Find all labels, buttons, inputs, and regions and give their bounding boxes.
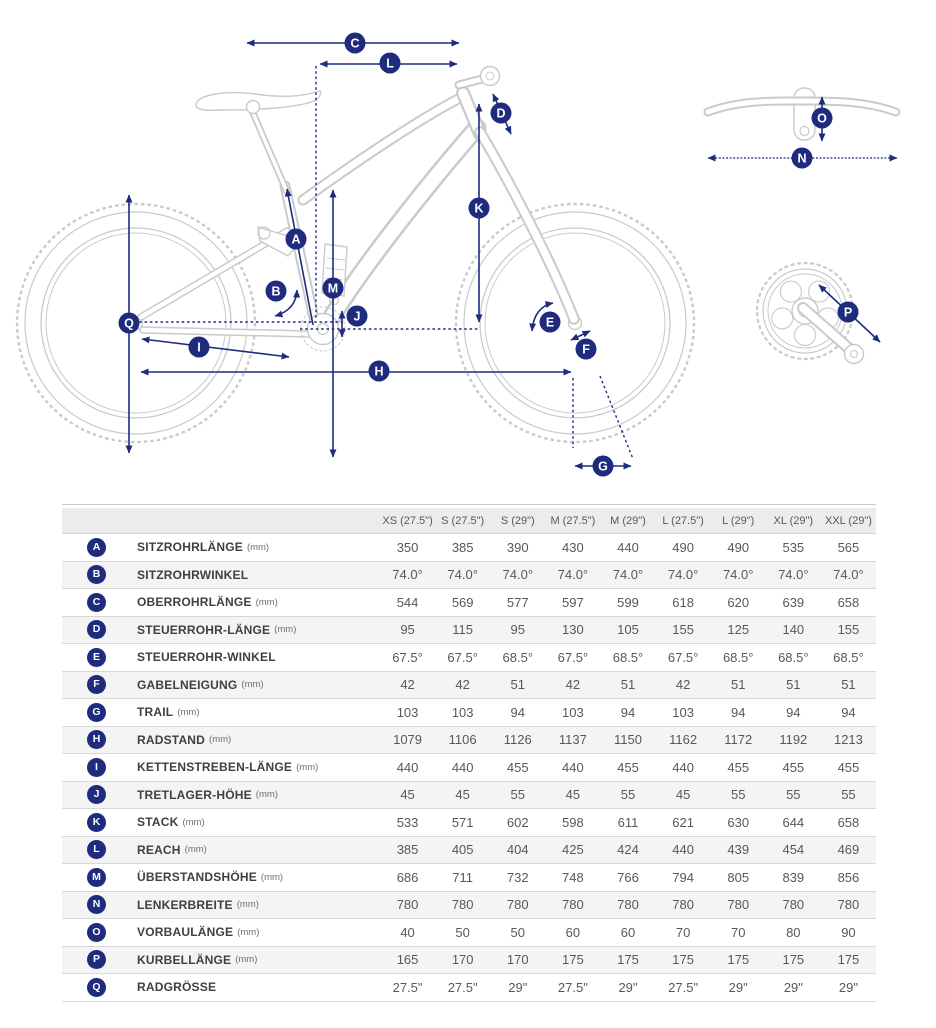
row-badge-F: F xyxy=(87,675,106,694)
cell-value: 565 xyxy=(821,534,876,562)
row-badge-Q: Q xyxy=(87,978,106,997)
cell-value: 839 xyxy=(766,864,821,892)
cell-value: 1162 xyxy=(656,726,711,754)
cell-value: 55 xyxy=(766,781,821,809)
table-header xyxy=(62,508,876,534)
row-label: STEUERROHR-LÄNGE xyxy=(137,622,271,637)
table-row-L xyxy=(62,836,876,864)
cell-value: 51 xyxy=(490,671,545,699)
row-badge-I: I xyxy=(87,758,106,777)
cell-value: 42 xyxy=(545,671,600,699)
row-label-cell xyxy=(62,754,380,782)
cell-value: 50 xyxy=(435,919,490,947)
cell-value: 94 xyxy=(490,699,545,727)
row-label: STACK xyxy=(137,815,179,830)
column-header: S (29") xyxy=(490,508,545,534)
cell-value: 67.5° xyxy=(435,644,490,672)
cell-value: 430 xyxy=(545,534,600,562)
svg-text:C: C xyxy=(350,36,360,51)
svg-text:I: I xyxy=(197,340,201,355)
dim-badge-C xyxy=(345,33,366,54)
row-unit: (mm) xyxy=(255,789,278,801)
cell-value: 597 xyxy=(545,589,600,617)
cell-value: 74.0° xyxy=(600,561,655,589)
cell-value: 170 xyxy=(435,946,490,974)
row-label-cell xyxy=(62,946,380,974)
cell-value: 175 xyxy=(821,946,876,974)
svg-text:Q: Q xyxy=(124,316,134,331)
row-label: ÜBERSTANDSHÖHE xyxy=(137,870,257,885)
cell-value: 55 xyxy=(711,781,766,809)
row-unit: (mm) xyxy=(184,844,207,856)
table-row-I xyxy=(62,754,876,782)
row-label-cell xyxy=(62,534,380,562)
cell-value: 440 xyxy=(600,534,655,562)
cell-value: 51 xyxy=(600,671,655,699)
row-badge-L: L xyxy=(87,840,106,859)
dim-badge-J xyxy=(347,306,368,327)
row-unit: (mm) xyxy=(236,899,259,911)
row-label-cell xyxy=(62,726,380,754)
cell-value: 29" xyxy=(600,974,655,1002)
row-label: KURBELLÄNGE xyxy=(137,952,232,967)
cell-value: 103 xyxy=(380,699,435,727)
cell-value: 602 xyxy=(490,809,545,837)
cell-value: 766 xyxy=(600,864,655,892)
cell-value: 598 xyxy=(545,809,600,837)
cell-value: 50 xyxy=(490,919,545,947)
dim-badge-M xyxy=(323,278,344,299)
cell-value: 45 xyxy=(435,781,490,809)
cell-value: 155 xyxy=(821,616,876,644)
cell-value: 440 xyxy=(380,754,435,782)
cell-value: 439 xyxy=(711,836,766,864)
row-label: GABELNEIGUNG xyxy=(137,677,238,692)
row-label-cell xyxy=(62,836,380,864)
row-unit: (mm) xyxy=(182,816,205,828)
cell-value: 42 xyxy=(380,671,435,699)
cell-value: 90 xyxy=(821,919,876,947)
cell-value: 440 xyxy=(545,754,600,782)
cell-value: 454 xyxy=(766,836,821,864)
cell-value: 175 xyxy=(656,946,711,974)
cell-value: 94 xyxy=(600,699,655,727)
row-label: KETTENSTREBEN-LÄNGE xyxy=(137,760,293,775)
cell-value: 94 xyxy=(766,699,821,727)
cell-value: 686 xyxy=(380,864,435,892)
cell-value: 1106 xyxy=(435,726,490,754)
cell-value: 780 xyxy=(435,891,490,919)
column-header: M (27.5") xyxy=(545,508,600,534)
row-label-cell xyxy=(62,589,380,617)
row-badge-A: A xyxy=(87,538,106,557)
dim-badge-L xyxy=(380,53,401,74)
cell-value: 42 xyxy=(435,671,490,699)
svg-text:D: D xyxy=(496,106,506,121)
cell-value: 95 xyxy=(380,616,435,644)
cell-value: 60 xyxy=(545,919,600,947)
cell-value: 571 xyxy=(435,809,490,837)
cell-value: 27.5" xyxy=(435,974,490,1002)
cell-value: 440 xyxy=(656,836,711,864)
cell-value: 1172 xyxy=(711,726,766,754)
row-label: RADSTAND xyxy=(137,732,206,747)
dim-badge-O xyxy=(812,108,833,129)
row-label-cell xyxy=(62,809,380,837)
cell-value: 67.5° xyxy=(545,644,600,672)
row-label-cell xyxy=(62,616,380,644)
row-badge-O: O xyxy=(87,923,106,942)
cell-value: 440 xyxy=(435,754,490,782)
cell-value: 455 xyxy=(600,754,655,782)
cell-value: 68.5° xyxy=(711,644,766,672)
cell-value: 74.0° xyxy=(766,561,821,589)
cell-value: 404 xyxy=(490,836,545,864)
cell-value: 175 xyxy=(711,946,766,974)
dim-badge-B xyxy=(266,281,287,302)
table-row-H xyxy=(62,726,876,754)
row-unit: (mm) xyxy=(274,624,297,636)
cell-value: 70 xyxy=(711,919,766,947)
row-label-cell xyxy=(62,699,380,727)
cell-value: 29" xyxy=(490,974,545,1002)
cell-value: 1079 xyxy=(380,726,435,754)
cell-value: 639 xyxy=(766,589,821,617)
row-unit: (mm) xyxy=(296,761,319,773)
cell-value: 1192 xyxy=(766,726,821,754)
cell-value: 130 xyxy=(545,616,600,644)
cell-value: 544 xyxy=(380,589,435,617)
cell-value: 40 xyxy=(380,919,435,947)
column-header: S (27.5") xyxy=(435,508,490,534)
row-label: RADGRÖSSE xyxy=(137,980,217,995)
cell-value: 74.0° xyxy=(380,561,435,589)
cell-value: 175 xyxy=(600,946,655,974)
table-row-F xyxy=(62,671,876,699)
cell-value: 74.0° xyxy=(490,561,545,589)
cell-value: 780 xyxy=(600,891,655,919)
cell-value: 1137 xyxy=(545,726,600,754)
cell-value: 45 xyxy=(380,781,435,809)
row-label-cell xyxy=(62,671,380,699)
dim-badge-F xyxy=(576,339,597,360)
cell-value: 103 xyxy=(656,699,711,727)
cell-value: 155 xyxy=(656,616,711,644)
cell-value: 60 xyxy=(600,919,655,947)
column-header: XS (27.5") xyxy=(380,508,435,534)
cell-value: 45 xyxy=(656,781,711,809)
cell-value: 27.5" xyxy=(545,974,600,1002)
dim-badge-H xyxy=(369,361,390,382)
cell-value: 74.0° xyxy=(656,561,711,589)
row-label-cell xyxy=(62,864,380,892)
row-badge-C: C xyxy=(87,593,106,612)
table-row-C xyxy=(62,589,876,617)
handlebar-illustration xyxy=(708,88,896,140)
cell-value: 405 xyxy=(435,836,490,864)
cell-value: 51 xyxy=(766,671,821,699)
row-label: VORBAULÄNGE xyxy=(137,925,234,940)
row-label-cell xyxy=(62,644,380,672)
dim-arrow-A xyxy=(287,189,313,325)
row-label: SITZROHRLÄNGE xyxy=(137,540,243,555)
row-unit: (mm) xyxy=(209,734,232,746)
cell-value: 67.5° xyxy=(656,644,711,672)
cell-value: 780 xyxy=(766,891,821,919)
cell-value: 175 xyxy=(545,946,600,974)
cell-value: 533 xyxy=(380,809,435,837)
column-header: XL (29") xyxy=(766,508,821,534)
dim-badge-G xyxy=(593,456,614,477)
row-badge-B: B xyxy=(87,565,106,584)
row-label-cell xyxy=(62,919,380,947)
svg-text:F: F xyxy=(582,342,590,357)
cell-value: 42 xyxy=(656,671,711,699)
row-unit: (mm) xyxy=(260,871,284,883)
svg-text:N: N xyxy=(797,151,807,166)
cell-value: 68.5° xyxy=(766,644,821,672)
row-label: TRETLAGER-HÖHE xyxy=(137,787,252,802)
geometry-table xyxy=(62,504,876,1002)
svg-text:L: L xyxy=(386,56,394,71)
cell-value: 103 xyxy=(435,699,490,727)
row-label: OBERROHRLÄNGE xyxy=(137,595,252,610)
cell-value: 29" xyxy=(766,974,821,1002)
cell-value: 440 xyxy=(656,754,711,782)
cell-value: 115 xyxy=(435,616,490,644)
cell-value: 74.0° xyxy=(435,561,490,589)
table-row-A xyxy=(62,534,876,562)
cell-value: 780 xyxy=(545,891,600,919)
dim-badge-N xyxy=(792,148,813,169)
cell-value: 95 xyxy=(490,616,545,644)
cell-value: 140 xyxy=(766,616,821,644)
column-header-spacer xyxy=(62,508,380,534)
dim-arrow-I xyxy=(142,339,289,357)
row-unit: (mm) xyxy=(235,954,258,966)
cell-value: 170 xyxy=(490,946,545,974)
column-header: M (29") xyxy=(600,508,655,534)
row-label: SITZROHRWINKEL xyxy=(137,567,249,582)
cell-value: 780 xyxy=(656,891,711,919)
cell-value: 455 xyxy=(821,754,876,782)
table-row-E xyxy=(62,644,876,672)
cell-value: 424 xyxy=(600,836,655,864)
cell-value: 67.5° xyxy=(380,644,435,672)
cell-value: 74.0° xyxy=(711,561,766,589)
cell-value: 51 xyxy=(711,671,766,699)
dim-arrow-G xyxy=(573,376,633,466)
cell-value: 780 xyxy=(821,891,876,919)
cell-value: 621 xyxy=(656,809,711,837)
cell-value: 1126 xyxy=(490,726,545,754)
cell-value: 577 xyxy=(490,589,545,617)
cell-value: 68.5° xyxy=(600,644,655,672)
cell-value: 599 xyxy=(600,589,655,617)
cell-value: 732 xyxy=(490,864,545,892)
svg-text:K: K xyxy=(474,201,484,216)
column-header: L (29") xyxy=(711,508,766,534)
cell-value: 80 xyxy=(766,919,821,947)
column-header: L (27.5") xyxy=(656,508,711,534)
row-badge-K: K xyxy=(87,813,106,832)
cell-value: 74.0° xyxy=(821,561,876,589)
cell-value: 165 xyxy=(380,946,435,974)
saddle-illustration xyxy=(196,91,321,192)
table-body xyxy=(62,534,876,1002)
svg-text:O: O xyxy=(817,111,827,126)
dim-badge-E xyxy=(540,312,561,333)
table-row-K xyxy=(62,809,876,837)
row-badge-P: P xyxy=(87,950,106,969)
cell-value: 94 xyxy=(821,699,876,727)
table-row-B xyxy=(62,561,876,589)
dim-badge-D xyxy=(491,103,512,124)
table-header-row xyxy=(62,508,876,534)
cell-value: 569 xyxy=(435,589,490,617)
svg-text:M: M xyxy=(327,281,339,296)
row-label-cell xyxy=(62,891,380,919)
row-badge-M: M xyxy=(87,868,106,887)
cell-value: 350 xyxy=(380,534,435,562)
table-row-D xyxy=(62,616,876,644)
svg-text:G: G xyxy=(598,459,608,474)
row-badge-J: J xyxy=(87,785,106,804)
cell-value: 455 xyxy=(711,754,766,782)
row-badge-E: E xyxy=(87,648,106,667)
cell-value: 175 xyxy=(766,946,821,974)
row-label: LENKERBREITE xyxy=(137,897,233,912)
cell-value: 74.0° xyxy=(545,561,600,589)
dim-badge-P xyxy=(838,302,859,323)
cell-value: 385 xyxy=(380,836,435,864)
svg-text:A: A xyxy=(291,232,301,247)
cell-value: 55 xyxy=(600,781,655,809)
cell-value: 805 xyxy=(711,864,766,892)
cell-value: 794 xyxy=(656,864,711,892)
cell-value: 748 xyxy=(545,864,600,892)
cell-value: 68.5° xyxy=(821,644,876,672)
row-label: REACH xyxy=(137,842,181,857)
cell-value: 490 xyxy=(711,534,766,562)
cell-value: 490 xyxy=(656,534,711,562)
cell-value: 658 xyxy=(821,809,876,837)
svg-text:P: P xyxy=(843,305,853,320)
cell-value: 618 xyxy=(656,589,711,617)
cell-value: 711 xyxy=(435,864,490,892)
row-unit: (mm) xyxy=(255,596,278,608)
dim-badge-A xyxy=(286,229,307,250)
cell-value: 390 xyxy=(490,534,545,562)
row-label-cell xyxy=(62,781,380,809)
row-unit: (mm) xyxy=(177,706,200,718)
cell-value: 611 xyxy=(600,809,655,837)
cell-value: 780 xyxy=(711,891,766,919)
table-row-Q xyxy=(62,974,876,1002)
cell-value: 455 xyxy=(766,754,821,782)
cell-value: 455 xyxy=(490,754,545,782)
geometry-table-grid xyxy=(62,508,876,1002)
bike-geometry-diagram xyxy=(0,0,936,500)
cell-value: 630 xyxy=(711,809,766,837)
cell-value: 425 xyxy=(545,836,600,864)
dim-badge-K xyxy=(469,198,490,219)
cell-value: 29" xyxy=(821,974,876,1002)
cell-value: 105 xyxy=(600,616,655,644)
cell-value: 55 xyxy=(821,781,876,809)
cell-value: 55 xyxy=(490,781,545,809)
row-unit: (mm) xyxy=(246,541,270,553)
cell-value: 27.5" xyxy=(380,974,435,1002)
cell-value: 780 xyxy=(380,891,435,919)
column-header: XXL (29") xyxy=(821,508,876,534)
cell-value: 29" xyxy=(711,974,766,1002)
cell-value: 644 xyxy=(766,809,821,837)
cell-value: 94 xyxy=(711,699,766,727)
cell-value: 535 xyxy=(766,534,821,562)
cell-value: 103 xyxy=(545,699,600,727)
table-row-P xyxy=(62,946,876,974)
svg-text:E: E xyxy=(545,315,555,330)
cell-value: 1213 xyxy=(821,726,876,754)
cell-value: 620 xyxy=(711,589,766,617)
row-unit: (mm) xyxy=(241,679,264,691)
cell-value: 780 xyxy=(490,891,545,919)
table-row-O xyxy=(62,919,876,947)
bike-illustration xyxy=(17,67,896,443)
row-label: STEUERROHR-WINKEL xyxy=(137,650,276,665)
cell-value: 51 xyxy=(821,671,876,699)
row-badge-N: N xyxy=(87,895,106,914)
svg-text:B: B xyxy=(271,284,281,299)
row-badge-D: D xyxy=(87,620,106,639)
cell-value: 856 xyxy=(821,864,876,892)
svg-text:J: J xyxy=(353,309,361,324)
table-row-J xyxy=(62,781,876,809)
cell-value: 658 xyxy=(821,589,876,617)
row-unit: (mm) xyxy=(237,926,260,938)
dim-badge-I xyxy=(189,337,210,358)
svg-text:H: H xyxy=(374,364,384,379)
row-label-cell xyxy=(62,974,380,1002)
cell-value: 27.5" xyxy=(656,974,711,1002)
cell-value: 45 xyxy=(545,781,600,809)
cell-value: 469 xyxy=(821,836,876,864)
cell-value: 385 xyxy=(435,534,490,562)
table-row-G xyxy=(62,699,876,727)
cell-value: 68.5° xyxy=(490,644,545,672)
cell-value: 125 xyxy=(711,616,766,644)
row-label-cell xyxy=(62,561,380,589)
row-badge-H: H xyxy=(87,730,106,749)
dim-badge-Q xyxy=(119,313,140,334)
row-badge-G: G xyxy=(87,703,106,722)
table-row-N xyxy=(62,891,876,919)
cell-value: 70 xyxy=(656,919,711,947)
table-row-M xyxy=(62,864,876,892)
row-label: TRAIL xyxy=(137,705,174,720)
cell-value: 1150 xyxy=(600,726,655,754)
